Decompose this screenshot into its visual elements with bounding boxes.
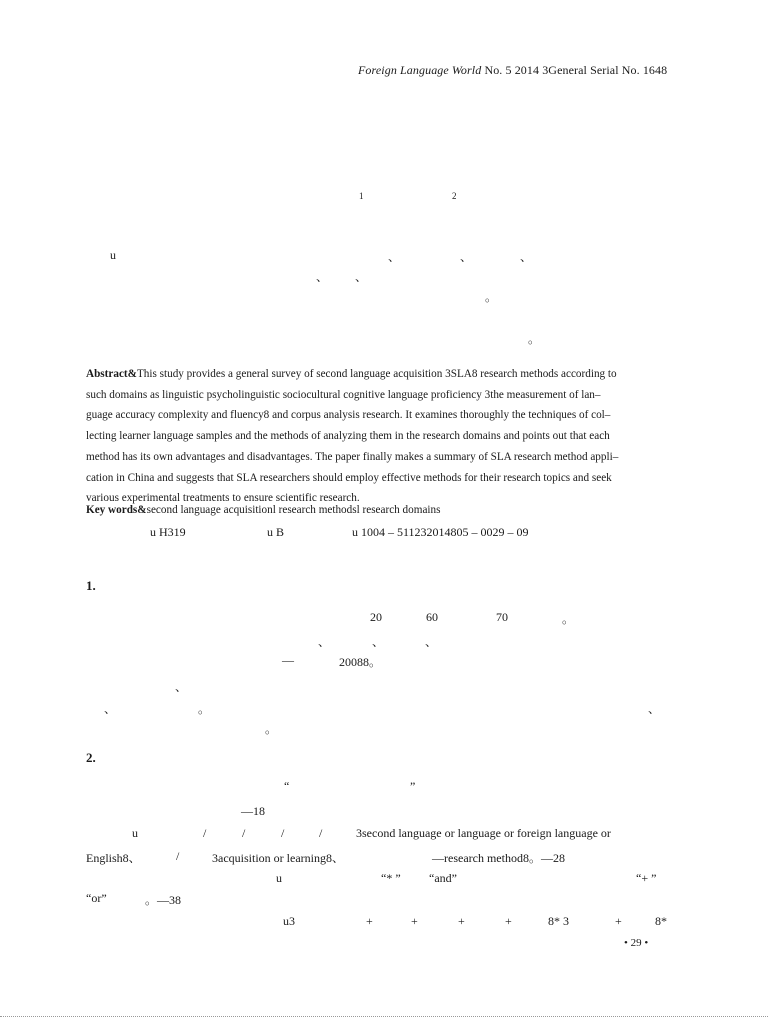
abstract-line: method has its own advantages and disadvantages. The paper finally makes a summary of SLA research method appli–: [86, 450, 619, 463]
keywords: [86, 504, 440, 516]
keywords-label: Key words&: [86, 504, 147, 516]
abstract-line: such domains as linguistic psycholinguistic sociocultural cognitive language proficiency 3the measurement of lan–: [86, 388, 601, 401]
s2-fragment: 8* 3: [548, 914, 569, 928]
abstract-label: Abstract&: [86, 368, 137, 380]
abstract-line: various experimental treatments to ensure scientific research.: [86, 492, 360, 505]
s2-fragment: /: [242, 826, 246, 840]
s2-fragment: 8*: [655, 914, 667, 928]
s2-fragment: “* ”: [381, 871, 401, 885]
abstract-line: guage accuracy complexity and fluency8 and corpus analysis research. It examines thoroughly the techniques of col–: [86, 409, 611, 422]
s1-fragment: 、: [372, 635, 385, 649]
abstract-line: lecting learner language samples and the methods of analyzing them in the research domains and points out that each: [86, 430, 610, 443]
s2-fragment: “or”: [86, 891, 107, 905]
s2-fragment: u: [276, 871, 282, 885]
abstract-line: This study provides a general survey of second language acquisition 3SLA8 research methods according to: [136, 368, 617, 380]
clc-number: u H319: [150, 525, 186, 539]
s2-fragment: /: [281, 826, 285, 840]
s1-fragment: 、: [104, 702, 117, 716]
s1-fragment: 60: [426, 610, 438, 624]
zh-period: 。: [528, 332, 541, 346]
s2-fragment: /: [203, 826, 207, 840]
s2-fragment: —18: [241, 804, 265, 818]
page-edge-divider: [0, 1016, 768, 1017]
s1-fragment: 。: [265, 722, 278, 736]
page-number: • 29 •: [624, 937, 649, 949]
s1-fragment: 、: [318, 635, 331, 649]
affiliation-mark-1: 1: [359, 191, 364, 201]
s2-fragment: “+ ”: [636, 871, 657, 885]
section-1-heading: 1.: [86, 578, 96, 593]
s2-fragment: +: [411, 914, 418, 928]
s2-fragment: +: [366, 914, 373, 928]
affiliation-mark-2: 2: [452, 191, 457, 201]
zh-comma: 、: [460, 250, 473, 264]
issue-info: No. 5 2014 3General Serial No. 1648: [484, 63, 668, 77]
s1-fragment: 、: [425, 635, 438, 649]
keywords-text: second language acquisitionl research methodsl research domains: [146, 504, 441, 516]
english-abstract: [86, 364, 684, 509]
s2-fragment: /: [176, 849, 180, 863]
s1-fragment: 。: [562, 612, 575, 626]
zh-abstract-label: u: [110, 248, 116, 262]
s1-fragment: 20088。: [339, 655, 382, 669]
s2-fragment: ”: [410, 779, 416, 793]
zh-comma: 、: [355, 270, 368, 284]
s2-fragment: English8、: [86, 851, 141, 865]
s2-fragment: 。—38: [145, 893, 182, 907]
s2-fragment: /: [319, 826, 323, 840]
s1-fragment: 20: [370, 610, 382, 624]
zh-comma: 、: [520, 250, 533, 264]
article-number: u 1004 – 511232014805 – 0029 – 09: [352, 525, 529, 539]
journal-name: Foreign Language World: [358, 63, 482, 77]
s1-fragment: 70: [496, 610, 508, 624]
s1-fragment: 、: [175, 680, 188, 694]
s2-fragment: +: [505, 914, 512, 928]
s1-fragment: 。: [198, 702, 211, 716]
s2-fragment: 3second language or language or foreign language or: [356, 826, 611, 840]
s2-fragment: u3: [283, 914, 295, 928]
s1-fragment: —: [282, 653, 294, 667]
s1-fragment: 、: [648, 702, 661, 716]
s2-fragment: u: [132, 826, 138, 840]
zh-comma: 、: [388, 250, 401, 264]
s2-fragment: “: [284, 779, 290, 793]
abstract-line: cation in China and suggests that SLA researchers should employ effective methods for their research topics and seek: [86, 471, 612, 484]
s2-fragment: “and”: [429, 871, 457, 885]
document-code: u B: [267, 525, 285, 539]
zh-period: 。: [485, 290, 498, 304]
zh-comma: 、: [316, 270, 329, 284]
s2-fragment: —research method8。—28: [432, 851, 565, 865]
s2-fragment: +: [458, 914, 465, 928]
section-2-heading: 2.: [86, 750, 96, 765]
running-header: [358, 63, 667, 78]
s2-fragment: +: [615, 914, 622, 928]
s2-fragment: 3acquisition or learning8、: [212, 851, 344, 865]
